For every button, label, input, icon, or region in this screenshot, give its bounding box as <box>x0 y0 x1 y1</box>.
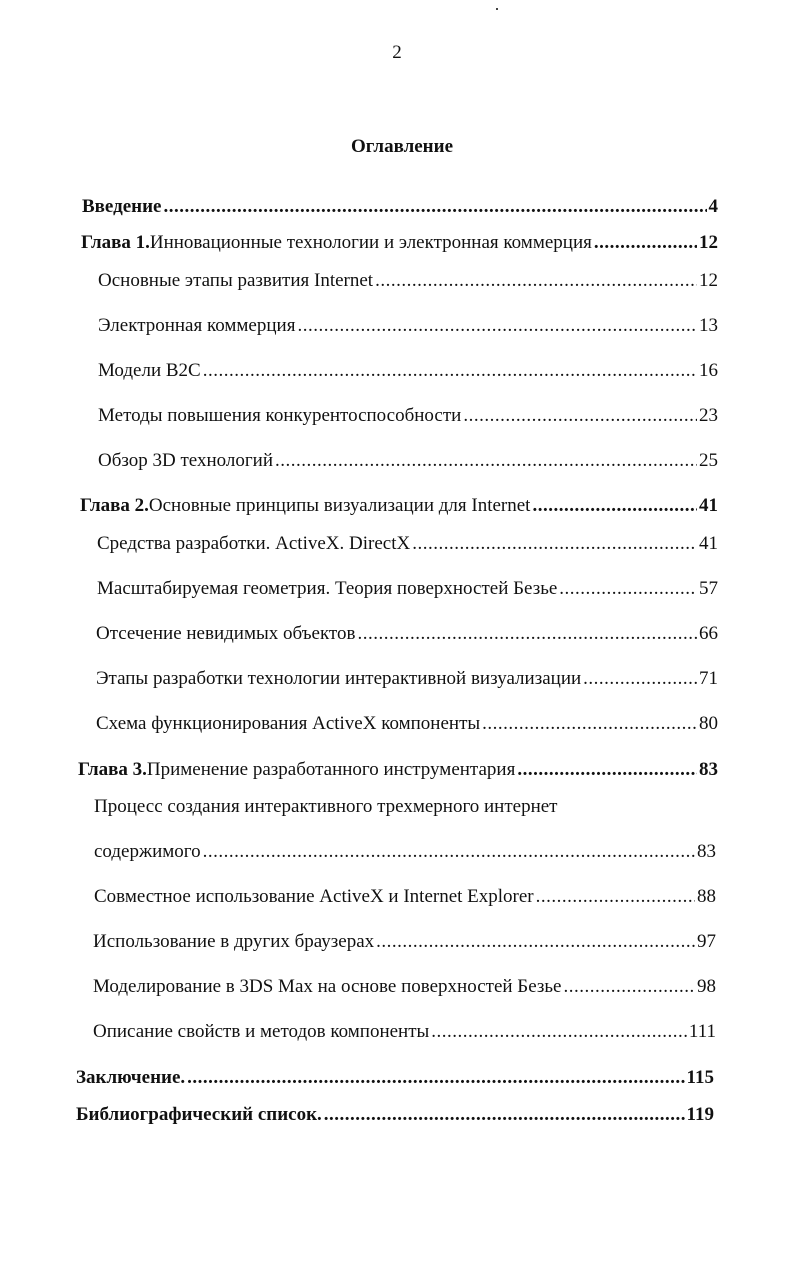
leader-dots <box>203 360 697 382</box>
entry-label: Использование в других браузерах <box>93 931 375 952</box>
entry-page: 13 <box>699 315 718 336</box>
entry-label: Модели B2C <box>98 360 201 381</box>
toc-entry-section[interactable] <box>96 668 718 690</box>
entry-label: Масштабируемая геометрия. Теория поверхностей Безье <box>97 578 558 599</box>
toc-entry-section[interactable] <box>97 533 718 555</box>
entry-page: 115 <box>686 1067 714 1088</box>
entry-page: 71 <box>699 668 718 689</box>
leader-dots <box>376 931 695 953</box>
entry-page: 88 <box>697 886 716 907</box>
entry-page: 83 <box>697 841 716 862</box>
leader-dots <box>431 1021 687 1043</box>
entry-page: 12 <box>699 232 718 253</box>
entry-page: 25 <box>699 450 718 471</box>
toc-entry-section[interactable] <box>94 841 716 863</box>
toc-entry-chapter-3[interactable] <box>78 759 718 781</box>
entry-label: Отсечение невидимых объектов <box>96 623 356 644</box>
entry-page: 119 <box>686 1104 714 1125</box>
toc-entry-section[interactable] <box>97 578 718 600</box>
leader-dots <box>583 668 697 690</box>
entry-label: Моделирование в 3DS Max на основе поверхностей Безье <box>93 976 562 997</box>
leader-dots <box>536 886 695 908</box>
entry-label: Введение <box>82 196 162 217</box>
entry-page: 111 <box>688 1021 716 1042</box>
toc-entry-section[interactable] <box>98 315 718 337</box>
entry-label: Этапы разработки технологии интерактивной визуализации <box>96 668 582 689</box>
entry-page: 16 <box>699 360 718 381</box>
entry-label: Применение разработанного инструментария <box>146 759 516 780</box>
entry-label: Совместное использование ActiveX и Internet Explorer <box>94 886 534 907</box>
leader-dots <box>164 196 707 218</box>
entry-page: 98 <box>697 976 716 997</box>
toc-entry-section[interactable] <box>94 886 716 908</box>
entry-label: Основные принципы визуализации для Internet <box>148 495 531 516</box>
toc-entry-section[interactable] <box>96 713 718 735</box>
toc-entry-section[interactable] <box>93 976 716 998</box>
toc-entry-section-line1[interactable]: Процесс создания интерактивного трехмерного интернет <box>94 796 558 817</box>
toc-entry-section[interactable] <box>96 623 718 645</box>
entry-page: 80 <box>699 713 718 734</box>
toc-title: Оглавление <box>350 136 454 157</box>
toc-entry-chapter-2[interactable] <box>80 495 718 517</box>
entry-label: Методы повышения конкурентоспособности <box>98 405 462 426</box>
leader-dots <box>203 841 695 863</box>
leader-dots <box>563 976 695 998</box>
entry-label: Заключение. <box>76 1067 186 1088</box>
leader-dots <box>297 315 697 337</box>
toc-entry-section[interactable] <box>98 360 718 382</box>
entry-label: Основные этапы развития Internet <box>98 270 374 291</box>
chapter-prefix: Глава 3. <box>78 759 147 780</box>
toc-entry-section[interactable] <box>98 450 718 472</box>
entry-label: Обзор 3D технологий <box>98 450 274 471</box>
toc-entry-conclusion[interactable] <box>76 1067 714 1089</box>
entry-label: Средства разработки. ActiveX. DirectX <box>97 533 411 554</box>
leader-dots <box>275 450 697 472</box>
entry-page: 41 <box>699 533 718 554</box>
entry-page: 66 <box>699 623 718 644</box>
leader-dots <box>375 270 697 292</box>
leader-dots <box>594 232 697 254</box>
entry-page: 97 <box>697 931 716 952</box>
leader-dots <box>482 713 697 735</box>
entry-page: 23 <box>699 405 718 426</box>
entry-label: Инновационные технологии и электронная коммерция <box>149 232 592 253</box>
toc-entry-chapter-1[interactable] <box>81 232 718 254</box>
entry-page: 41 <box>699 495 718 516</box>
toc-entry-bibliography[interactable] <box>76 1104 714 1126</box>
toc-entry-section[interactable] <box>98 270 718 292</box>
toc-entry-section[interactable] <box>98 405 718 427</box>
entry-page: 83 <box>699 759 718 780</box>
leader-dots <box>412 533 697 555</box>
entry-label: Библиографический список. <box>76 1104 322 1125</box>
toc-entry-section[interactable] <box>93 1021 716 1043</box>
chapter-prefix: Глава 1. <box>81 232 150 253</box>
entry-label: Описание свойств и методов компоненты <box>93 1021 430 1042</box>
leader-dots <box>559 578 697 600</box>
page-number: 2 <box>392 42 402 63</box>
leader-dots <box>324 1104 685 1126</box>
entry-page: 12 <box>699 270 718 291</box>
entry-label: Схема функционирования ActiveX компоненты <box>96 713 481 734</box>
chapter-prefix: Глава 2. <box>80 495 149 516</box>
entry-label: содержимого <box>94 841 201 862</box>
leader-dots <box>187 1067 684 1089</box>
entry-label: Электронная коммерция <box>98 315 296 336</box>
toc-entry-section[interactable] <box>93 931 716 953</box>
leader-dots <box>463 405 697 427</box>
leader-dots <box>357 623 697 645</box>
entry-page: 4 <box>708 196 718 217</box>
leader-dots <box>532 495 697 517</box>
toc-entry-introduction[interactable] <box>82 196 718 218</box>
entry-page: 57 <box>699 578 718 599</box>
leader-dots <box>517 759 697 781</box>
